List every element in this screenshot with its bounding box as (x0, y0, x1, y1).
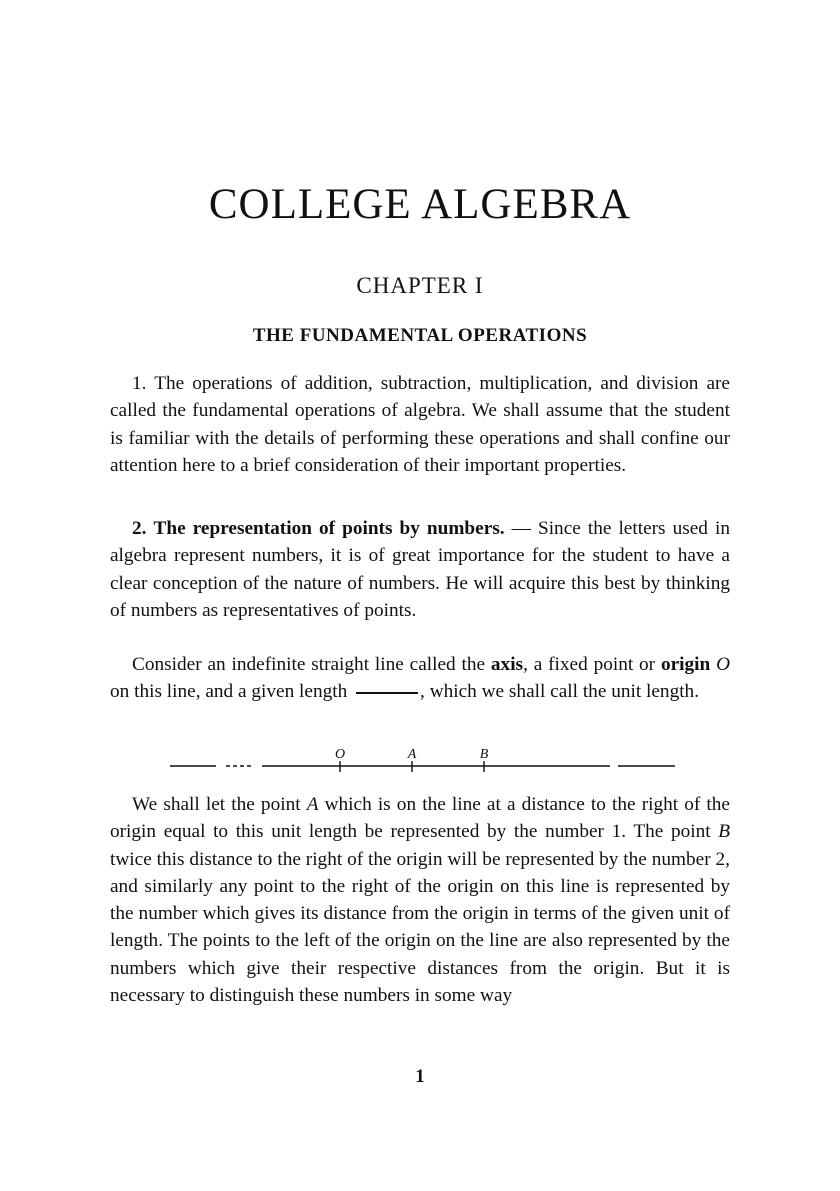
unit-length-line (356, 692, 418, 694)
book-title: COLLEGE ALGEBRA (208, 181, 632, 228)
paragraph-heading: The representation of points by numbers. (153, 518, 505, 539)
paragraph-text: Consider an indefinite straight line called the (132, 654, 491, 675)
origin-letter: O (716, 654, 731, 675)
paragraph-text: , a fixed point or (523, 654, 661, 675)
paragraph-text: on this line, and a given length (110, 681, 353, 703)
paragraph-text: which is on the line at a distance to the right of the origin equal to this unit length be represented by the number 1. The point (110, 794, 730, 843)
paragraph-number: 1. (132, 373, 147, 394)
paragraph-number: 2. (132, 518, 147, 539)
term-origin: origin (660, 654, 711, 675)
em-dash: — (504, 518, 538, 539)
number-axis-figure (170, 742, 675, 772)
label-a: A (407, 747, 417, 762)
label-b: B (479, 747, 489, 762)
label-o: O (334, 747, 346, 762)
term-axis: axis (490, 654, 524, 675)
page-number: 1 (415, 1066, 425, 1087)
paragraph-text: twice this distance to the right of the origin will be represented by the number 2, and similarly any point to the right of the origin on this line is represented by the number which gives its distance from the origin in terms of the given unit of length. The points to the left of the origin on the line are also represented by the numbers which give their respective distances from the origin. But it is necessary to distinguish these numbers in some way (110, 848, 730, 1007)
paragraph-text: The operations of addition, subtraction, multiplication, and division are called the fundamental operations of algebra. We shall assume that the student is familiar with the details of performing these operations and shall confine our attention here to a brief consideration of their important properties. (110, 373, 730, 476)
chapter-heading: CHAPTER I (356, 273, 484, 298)
paragraph-2 (110, 515, 730, 624)
section-heading: THE FUNDAMENTAL OPERATIONS (252, 325, 588, 346)
paragraph-4 (110, 791, 730, 1009)
paragraph-text: We shall let the point (132, 794, 307, 815)
point-b-letter: B (718, 821, 730, 843)
paragraph-text: , which we shall call the unit length. (420, 681, 700, 703)
point-a-letter: A (306, 794, 319, 815)
paragraph-text: Since the letters used in algebra represent numbers, it is of great importance for the student to have a clear conception of the nature of numbers. He will acquire this best by thinking of numbers as representatives of points. (110, 518, 730, 621)
paragraph-1 (110, 370, 730, 479)
paragraph-3 (110, 651, 730, 706)
